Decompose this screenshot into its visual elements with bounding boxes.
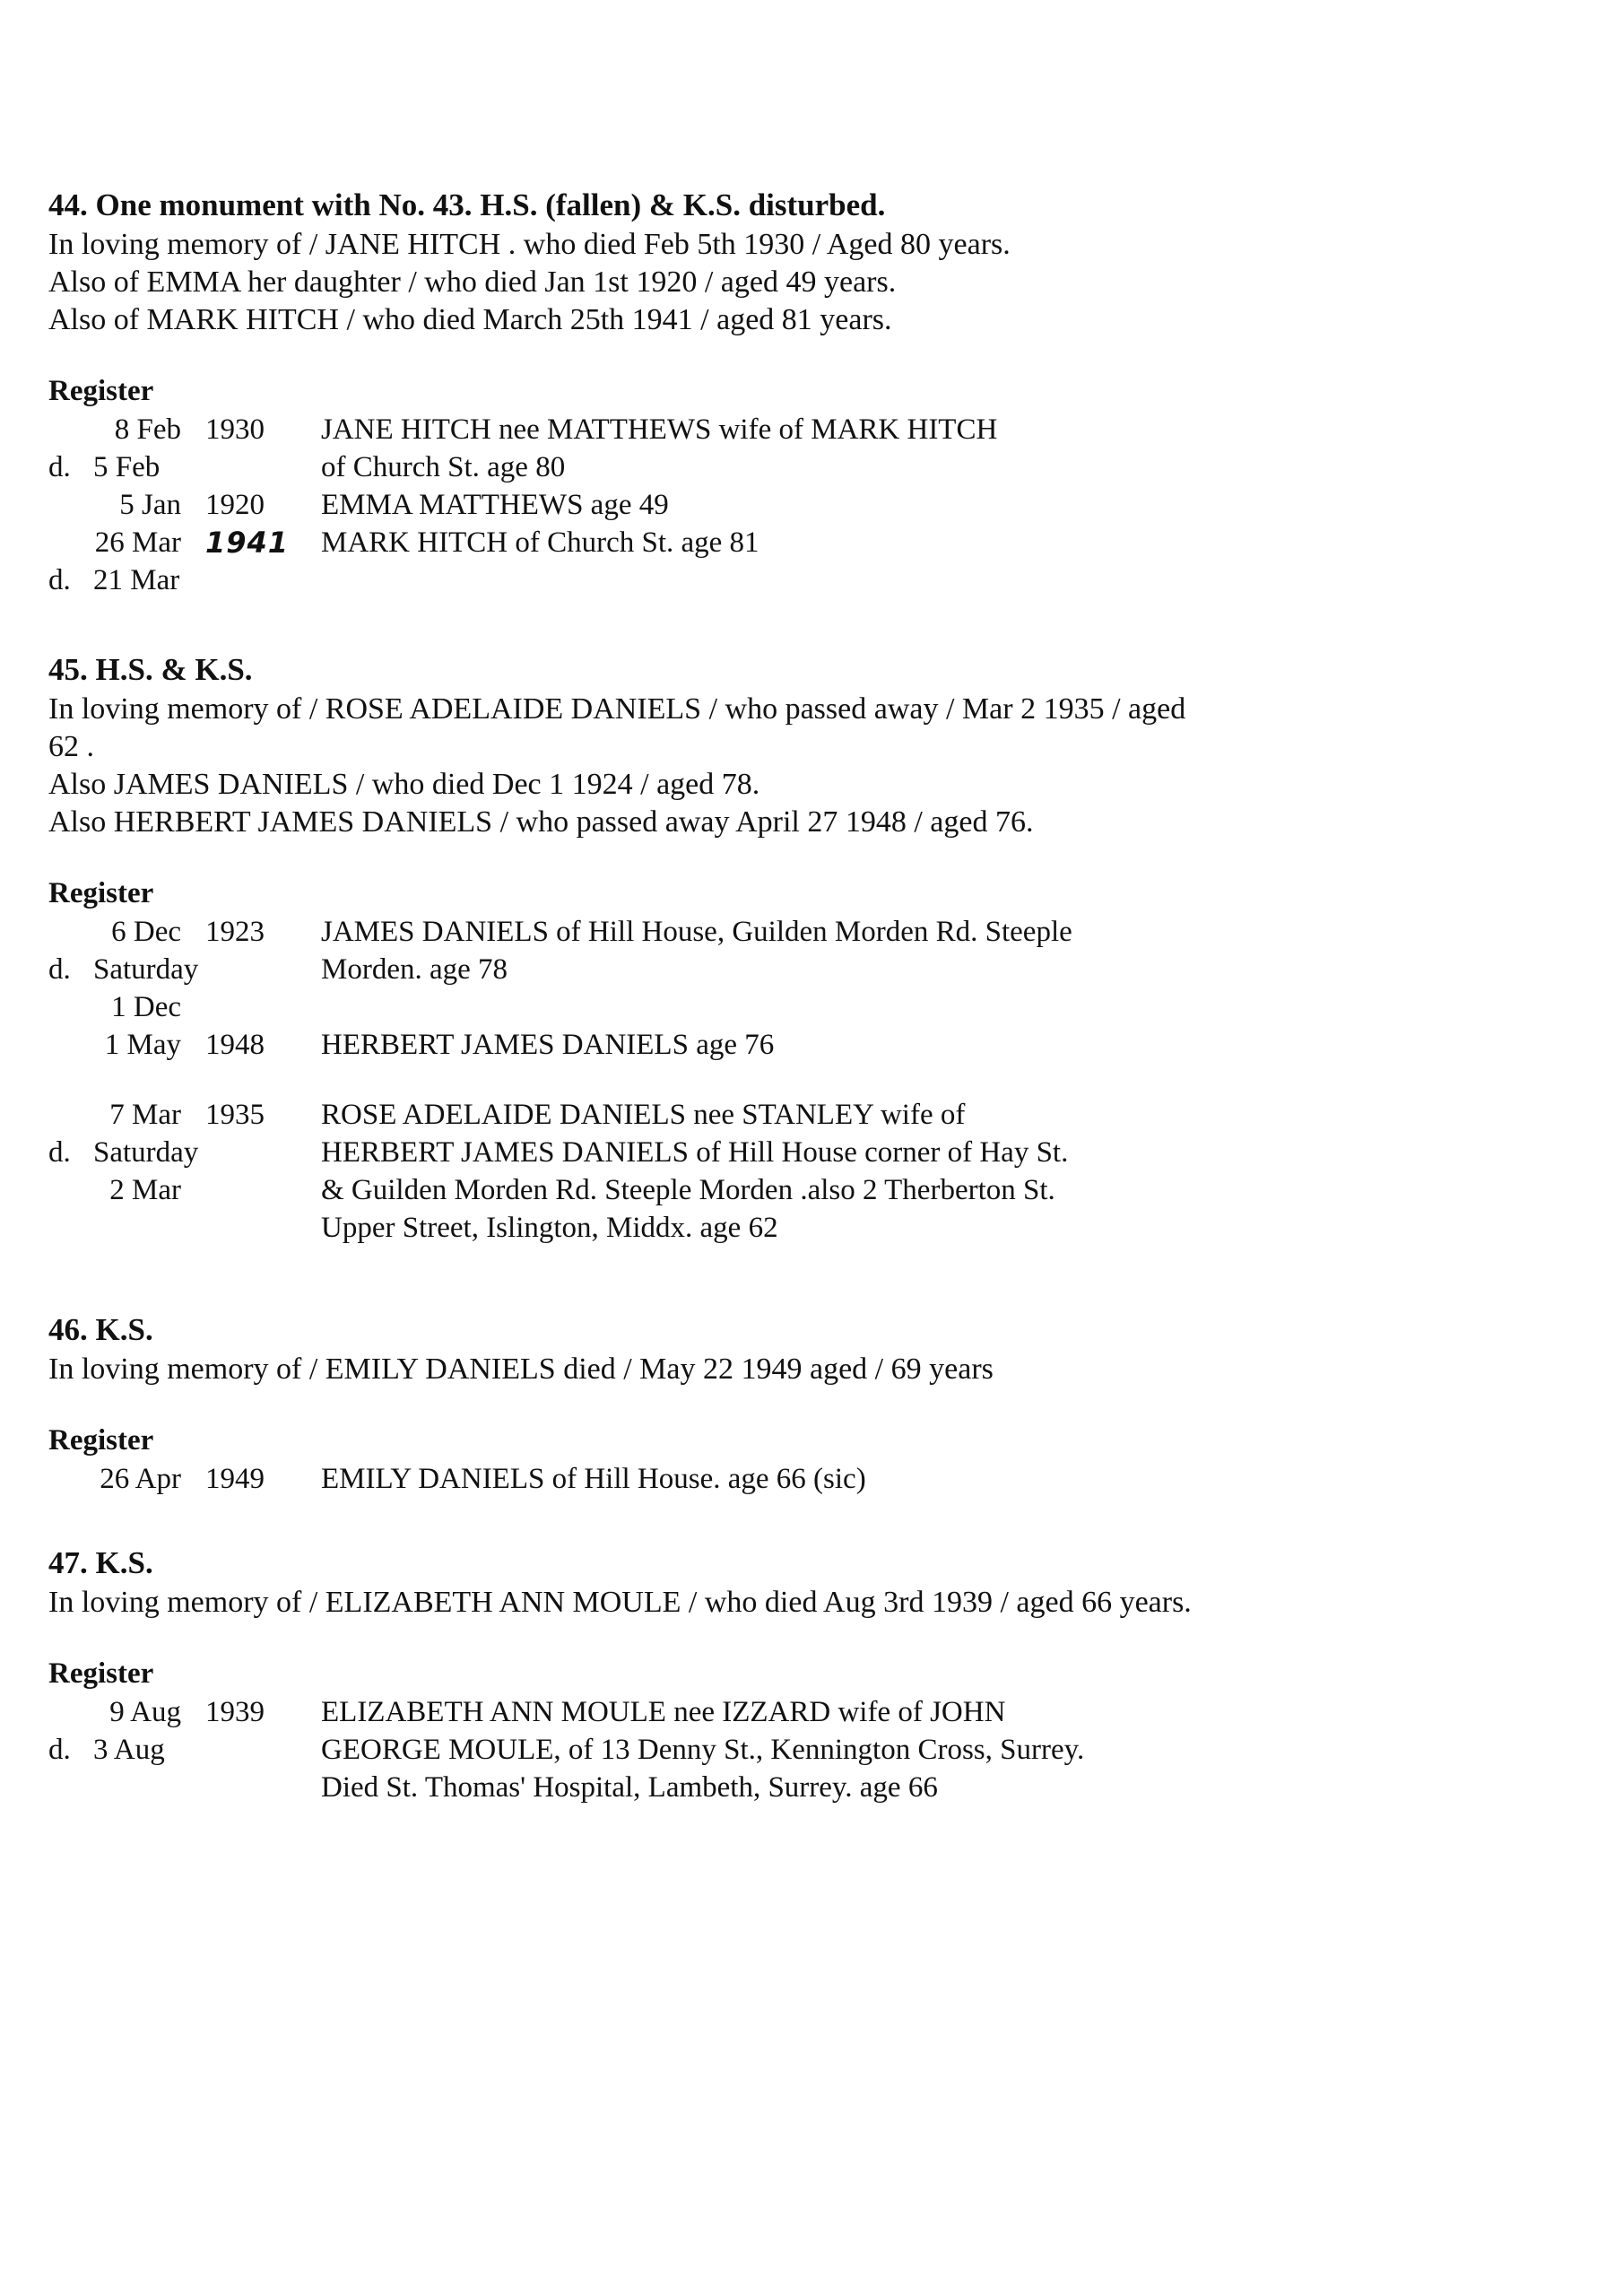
register-date: 8 Feb [114,413,181,446]
inscription-line: 62 . [48,730,94,763]
entry-heading: 44. One monument with No. 43. H.S. (fallen) & K.S. disturbed. [48,187,886,222]
register-death-marker: d. [48,1136,71,1169]
register-date: 26 Mar [94,526,181,559]
register-year-handwritten: 1941 [205,526,290,560]
register-row [48,411,1573,448]
register-text: MARK HITCH of Church St. age 81 [321,526,759,559]
register-death-marker: d. [48,564,71,596]
register-text: EMILY DANIELS of Hill House. age 66 (sic) [321,1463,866,1495]
register-row [48,561,1573,599]
register-date: 6 Dec [111,916,181,948]
register-year: 1923 [205,916,265,948]
inscription-line: Also of EMMA her daughter / who died Jan 1st 1920 / aged 49 years. [48,265,897,299]
register-death-marker: d. [48,1734,71,1766]
register-date: 1 Dec [111,991,181,1023]
register-text: & Guilden Morden Rd. Steeple Morden .also 2 Therberton St. [321,1174,1055,1206]
register-year: 1935 [205,1099,265,1131]
register-row [48,1693,1573,1731]
inscription-line: In loving memory of / ROSE ADELAIDE DANIELS / who passed away / Mar 2 1935 / aged [48,692,1186,726]
inscription-line: Also HERBERT JAMES DANIELS / who passed away April 27 1948 / aged 76. [48,805,1034,839]
register-year: 1930 [205,413,265,446]
register-date: 2 Mar [109,1174,181,1206]
register-date: Saturday [93,953,199,986]
register-date: 21 Mar [93,564,180,596]
register-date: 3 Aug [93,1734,165,1766]
register-row [48,1134,1573,1171]
register-row [48,1460,1573,1498]
entry-46 [48,1309,1573,1498]
register-row [48,1171,1573,1209]
register-date: 7 Mar [109,1099,181,1131]
register-death-marker: d. [48,451,71,483]
register-row [48,913,1573,951]
inscription-line: In loving memory of / EMILY DANIELS died / May 22 1949 aged / 69 years [48,1352,994,1386]
register-row [48,448,1573,486]
register-year: 1948 [205,1029,265,1061]
register-row [48,1026,1573,1064]
register-text: of Church St. age 80 [321,451,566,483]
inscription-line: In loving memory of / JANE HITCH . who died Feb 5th 1930 / Aged 80 years. [48,228,1011,261]
register-year: 1920 [205,489,265,521]
register-row [48,486,1573,524]
register-date: 26 Apr [100,1463,181,1495]
register-year: 1939 [205,1696,265,1728]
inscription-line: In loving memory of / ELIZABETH ANN MOULE / who died Aug 3rd 1939 / aged 66 years. [48,1586,1192,1619]
register-text: HERBERT JAMES DANIELS of Hill House corner of Hay St. [321,1136,1069,1169]
entry-45 [48,649,1573,1247]
register-row [48,1096,1573,1134]
register-text: Upper Street, Islington, Middx. age 62 [321,1212,778,1244]
register-text: GEORGE MOULE, of 13 Denny St., Kennington Cross, Surrey. [321,1734,1085,1766]
inscription-line: Also of MARK HITCH / who died March 25th 1941 / aged 81 years. [48,303,892,336]
register-year: 1949 [205,1463,265,1495]
register-date: 5 Jan [119,489,181,521]
register-label: Register [48,375,154,407]
register-text: EMMA MATTHEWS age 49 [321,489,669,521]
register-label: Register [48,1657,154,1690]
entry-heading: 46. K.S. [48,1312,153,1347]
register-date: 9 Aug [109,1696,181,1728]
register-row [48,524,1573,561]
register-date: 5 Feb [93,451,161,483]
entry-44 [48,185,1573,599]
entry-47 [48,1543,1573,1806]
register-text: ELIZABETH ANN MOULE nee IZZARD wife of JOHN [321,1696,1006,1728]
register-label: Register [48,1424,154,1457]
inscription-line: Also JAMES DANIELS / who died Dec 1 1924 / aged 78. [48,768,760,801]
register-date: 1 May [104,1029,181,1061]
register-date: Saturday [93,1136,199,1169]
register-row [48,988,1573,1026]
register-text: JAMES DANIELS of Hill House, Guilden Morden Rd. Steeple [321,916,1072,948]
register-row [48,1209,1573,1247]
register-text: ROSE ADELAIDE DANIELS nee STANLEY wife of [321,1099,966,1131]
register-row [48,951,1573,988]
entry-heading: 47. K.S. [48,1545,153,1580]
register-row [48,1769,1573,1806]
entry-heading: 45. H.S. & K.S. [48,652,253,687]
register-text: JANE HITCH nee MATTHEWS wife of MARK HITCH [321,413,998,446]
register-death-marker: d. [48,953,71,986]
register-spacer [48,1064,1573,1096]
register-text: Died St. Thomas' Hospital, Lambeth, Surrey. age 66 [321,1771,938,1804]
register-text: HERBERT JAMES DANIELS age 76 [321,1029,775,1061]
register-row [48,1731,1573,1769]
register-text: Morden. age 78 [321,953,508,986]
register-label: Register [48,877,154,909]
